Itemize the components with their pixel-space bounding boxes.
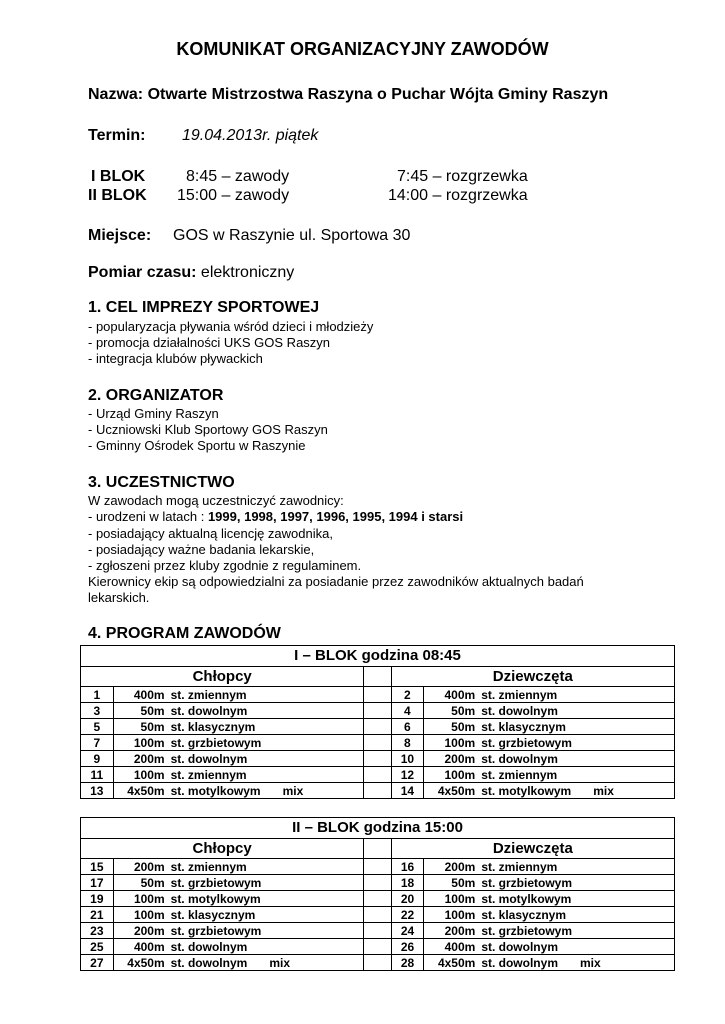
table-row	[81, 955, 675, 971]
event-number-boys: 15	[81, 859, 114, 875]
term-label: Termin:	[88, 127, 146, 144]
event-mix-tag: mix	[593, 783, 614, 798]
event-girls	[424, 859, 675, 875]
timing-line	[88, 264, 294, 282]
table-row	[81, 923, 675, 939]
event-style: st. dowolnym	[481, 939, 558, 954]
event-style: st. grzbietowym	[170, 875, 262, 890]
event-style: st. klasycznym	[170, 907, 256, 922]
table-row	[81, 859, 675, 875]
term-line	[88, 127, 318, 145]
event-mix-tag: mix	[269, 955, 290, 970]
event-number-boys: 25	[81, 939, 114, 955]
event-style: st. dowolnym	[481, 751, 558, 766]
list-item: - Uczniowski Klub Sportowy GOS Raszyn	[88, 422, 328, 437]
event-style: st. zmiennym	[170, 687, 247, 702]
event-distance: 200m	[133, 859, 165, 874]
table-row	[81, 891, 675, 907]
event-distance: 200m	[444, 859, 476, 874]
event-name-value: Otwarte Mistrzostwa Raszyna o Puchar Wójta Gminy Raszyn	[147, 86, 609, 103]
event-distance: 50m	[140, 719, 165, 734]
event-style: st. klasycznym	[481, 907, 567, 922]
event-number-girls: 24	[391, 923, 424, 939]
list-item: - posiadający ważne badania lekarskie,	[88, 542, 315, 557]
event-style: st. motylkowym	[170, 891, 261, 906]
table-row	[81, 875, 675, 891]
event-boys	[113, 875, 364, 891]
event-boys	[113, 735, 364, 751]
event-number-girls: 14	[391, 783, 424, 799]
event-girls	[424, 939, 675, 955]
list-item: - posiadający aktualną licencję zawodnika,	[88, 526, 333, 541]
event-boys	[113, 859, 364, 875]
event-distance: 100m	[444, 891, 476, 906]
table-row	[81, 687, 675, 703]
event-style: st. dowolnym	[170, 939, 248, 954]
event-boys	[113, 751, 364, 767]
event-distance: 100m	[444, 907, 476, 922]
event-boys	[113, 783, 364, 799]
timing-label: Pomiar czasu:	[88, 264, 197, 281]
event-number-girls: 4	[391, 703, 424, 719]
table-row	[81, 751, 675, 767]
event-distance: 200m	[444, 923, 476, 938]
event-boys	[113, 891, 364, 907]
event-girls	[424, 719, 675, 735]
born-years: 1999, 1998, 1997, 1996, 1995, 1994 i starsi	[207, 509, 464, 524]
boys-column-header: Chłopcy	[81, 667, 364, 687]
event-distance: 400m	[133, 939, 165, 954]
event-style: st. motylkowym	[481, 891, 572, 906]
section-heading-cel: 1. CEL IMPREZY SPORTOWEJ	[88, 299, 320, 316]
boys-column-header: Chłopcy	[81, 839, 364, 859]
event-style: st. zmiennym	[481, 687, 558, 702]
table-row	[81, 703, 675, 719]
event-style: st. dowolnym	[170, 955, 248, 970]
event-style: st. zmiennym	[170, 859, 247, 874]
event-girls	[424, 735, 675, 751]
event-girls	[424, 955, 675, 971]
event-boys	[113, 939, 364, 955]
event-style: st. motylkowym	[481, 783, 572, 798]
event-number-boys: 19	[81, 891, 114, 907]
event-distance: 4x50m	[437, 783, 476, 798]
event-number-boys: 7	[81, 735, 114, 751]
event-name-line	[88, 86, 608, 104]
block-2-warmup: 14:00 – rozgrzewka	[388, 187, 528, 204]
event-boys	[113, 703, 364, 719]
event-number-boys: 21	[81, 907, 114, 923]
event-boys	[113, 907, 364, 923]
event-distance: 200m	[444, 751, 476, 766]
event-number-girls: 26	[391, 939, 424, 955]
event-style: st. dowolnym	[170, 751, 248, 766]
list-item: - integracja klubów pływackich	[88, 351, 263, 366]
event-girls	[424, 875, 675, 891]
section-heading-uczestnictwo: 3. UCZESTNICTWO	[88, 474, 235, 491]
event-style: st. grzbietowym	[481, 735, 572, 750]
participation-note-cont: lekarskich.	[88, 590, 150, 605]
event-number-girls: 6	[391, 719, 424, 735]
event-distance: 4x50m	[437, 955, 476, 970]
event-girls	[424, 907, 675, 923]
list-item: - Gminny Ośrodek Sportu w Raszynie	[88, 438, 306, 453]
event-number-girls: 18	[391, 875, 424, 891]
girls-column-header: Dziewczęta	[391, 667, 674, 687]
event-style: st. dowolnym	[170, 703, 248, 718]
event-boys	[113, 923, 364, 939]
participation-note: Kierownicy ekip są odpowiedzialni za posiadanie przez zawodników aktualnych badań	[88, 574, 584, 589]
term-value: 19.04.2013r. piątek	[182, 127, 319, 144]
event-girls	[424, 923, 675, 939]
event-distance: 50m	[451, 703, 476, 718]
event-style: st. grzbietowym	[481, 923, 572, 938]
event-style: st. klasycznym	[170, 719, 256, 734]
document-title: KOMUNIKAT ORGANIZACYJNY ZAWODÓW	[176, 39, 549, 59]
event-girls	[424, 767, 675, 783]
event-number-girls: 10	[391, 751, 424, 767]
event-distance: 400m	[133, 687, 165, 702]
event-distance: 400m	[444, 939, 476, 954]
event-number-boys: 13	[81, 783, 114, 799]
event-number-boys: 9	[81, 751, 114, 767]
event-girls	[424, 751, 675, 767]
event-style: st. grzbietowym	[481, 875, 572, 890]
section-heading-program: 4. PROGRAM ZAWODÓW	[88, 625, 281, 642]
list-item: - Urząd Gminy Raszyn	[88, 406, 219, 421]
event-girls	[424, 891, 675, 907]
event-number-boys: 27	[81, 955, 114, 971]
event-number-girls: 22	[391, 907, 424, 923]
event-number-boys: 3	[81, 703, 114, 719]
event-number-girls: 20	[391, 891, 424, 907]
table-row	[81, 767, 675, 783]
timing-value: elektroniczny	[196, 264, 295, 281]
event-style: st. motylkowym	[170, 783, 261, 798]
event-number-girls: 2	[391, 687, 424, 703]
event-number-boys: 11	[81, 767, 114, 783]
event-distance: 4x50m	[127, 955, 165, 970]
event-boys	[113, 687, 364, 703]
event-distance: 100m	[133, 735, 165, 750]
program-block-header: I – BLOK godzina 08:45	[81, 646, 675, 667]
block-2-start: 15:00 – zawody	[177, 187, 290, 204]
event-distance: 50m	[451, 875, 476, 890]
event-number-girls: 16	[391, 859, 424, 875]
place-line	[88, 227, 410, 245]
event-distance: 50m	[140, 703, 165, 718]
event-boys	[113, 955, 364, 971]
event-distance: 50m	[140, 875, 165, 890]
event-mix-tag: mix	[579, 955, 601, 970]
section-heading-organizator: 2. ORGANIZATOR	[88, 387, 224, 404]
block-2-label: II BLOK	[88, 187, 147, 204]
table-row	[81, 907, 675, 923]
participation-intro: W zawodach mogą uczestniczyć zawodnicy:	[88, 493, 344, 508]
event-number-boys: 5	[81, 719, 114, 735]
event-number-girls: 12	[391, 767, 424, 783]
event-distance: 100m	[133, 767, 165, 782]
girls-column-header: Dziewczęta	[391, 839, 674, 859]
event-style: st. zmiennym	[170, 767, 247, 782]
event-number-girls: 8	[391, 735, 424, 751]
list-item: - popularyzacja pływania wśród dzieci i młodzieży	[88, 319, 374, 334]
event-distance: 100m	[444, 735, 476, 750]
place-label: Miejsce:	[88, 227, 152, 244]
event-distance: 100m	[133, 907, 165, 922]
event-distance: 200m	[133, 923, 165, 938]
event-distance: 100m	[133, 891, 165, 906]
event-distance: 400m	[444, 687, 476, 702]
event-distance: 50m	[451, 719, 476, 734]
event-style: st. dowolnym	[481, 703, 558, 718]
event-style: st. grzbietowym	[170, 923, 262, 938]
list-item: - promocja działalności UKS GOS Raszyn	[88, 335, 331, 350]
event-number-girls: 28	[391, 955, 424, 971]
event-distance: 4x50m	[127, 783, 165, 798]
event-distance: 100m	[444, 767, 476, 782]
event-boys	[113, 767, 364, 783]
event-distance: 200m	[133, 751, 165, 766]
event-number-boys: 1	[81, 687, 114, 703]
participation-born-line	[88, 509, 463, 524]
event-girls	[424, 703, 675, 719]
event-number-boys: 17	[81, 875, 114, 891]
event-boys	[113, 719, 364, 735]
program-block-header: II – BLOK godzina 15:00	[81, 818, 675, 839]
table-row	[81, 939, 675, 955]
block-1-start: 8:45 – zawody	[186, 168, 290, 185]
born-prefix: - urodzeni w latach :	[88, 509, 208, 524]
list-item: - zgłoszeni przez kluby zgodnie z regulaminem.	[88, 558, 362, 573]
event-style: st. dowolnym	[481, 955, 558, 970]
block-1-warmup: 7:45 – rozgrzewka	[397, 168, 528, 185]
event-style: st. klasycznym	[481, 719, 566, 734]
event-girls	[424, 783, 675, 799]
event-name-label: Nazwa:	[88, 86, 148, 103]
event-mix-tag: mix	[282, 783, 304, 798]
event-girls	[424, 687, 675, 703]
event-number-boys: 23	[81, 923, 114, 939]
table-row	[81, 735, 675, 751]
event-style: st. zmiennym	[481, 859, 558, 874]
event-style: st. grzbietowym	[170, 735, 262, 750]
event-style: st. zmiennym	[481, 767, 558, 782]
place-value: GOS w Raszynie ul. Sportowa 30	[173, 227, 411, 244]
program-table-block-1	[80, 645, 675, 799]
table-row	[81, 783, 675, 799]
program-table-block-2	[80, 817, 675, 971]
table-row	[81, 719, 675, 735]
block-1-label: I BLOK	[91, 168, 146, 185]
